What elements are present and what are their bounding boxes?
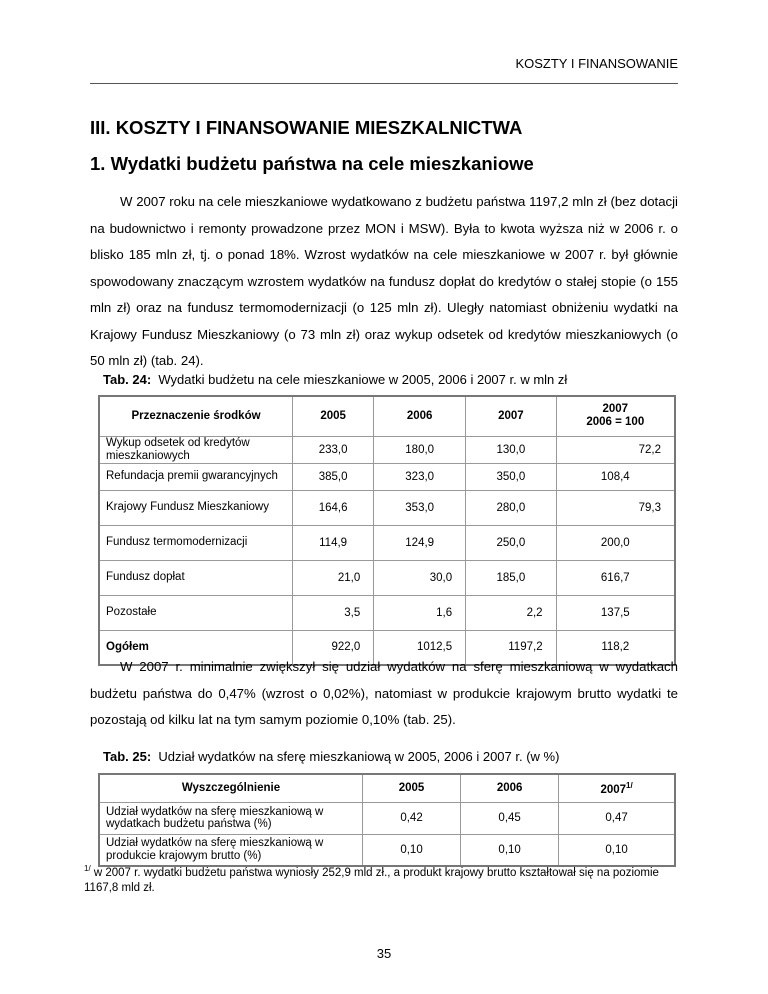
table24-header-2005: 2005 <box>293 396 374 436</box>
cell-2005: 233,0 <box>293 436 374 463</box>
paragraph-2-text: W 2007 r. minimalnie zwiększył się udział wydatków na sferę mieszkaniową w wydatkach budżetu państwa do 0,47% (wzrost o 0,02%), natomiast w produkcie krajowym brutto wydatki te pozostają od kilku lat na tym samym poziomie 0,10% (tab. 25). <box>90 659 678 727</box>
cell-2005: 21,0 <box>293 560 374 595</box>
cell-2007: 0,10 <box>559 834 675 866</box>
cell-2007: 1197,2 <box>466 630 556 665</box>
table24-caption-text: Wydatki budżetu na cele mieszkaniowe w 2005, 2006 i 2007 r. w mln zł <box>158 372 568 387</box>
row-label: Wykup odsetek od kredytów mieszkaniowych <box>99 436 293 463</box>
cell-2006: 1,6 <box>374 595 466 630</box>
table-24 <box>98 395 676 666</box>
cell-2005: 114,9 <box>293 525 374 560</box>
row-label: Refundacja premii gwarancyjnych <box>99 463 293 490</box>
table25-header-footnote-mark: 1/ <box>626 780 633 790</box>
row-label: Udział wydatków na sferę mieszkaniową w wydatkach budżetu państwa (%) <box>99 802 363 834</box>
page-number: 35 <box>376 946 392 961</box>
table25-header-2007-label: 2007 <box>600 783 627 796</box>
cell-ratio: 118,2 <box>556 630 675 665</box>
footnote <box>84 861 684 896</box>
total-label: Ogółem <box>99 630 293 665</box>
cell-ratio: 79,3 <box>556 490 675 525</box>
footnote-text: w 2007 r. wydatki budżetu państwa wyniosły 252,9 mld zł., a produkt krajowy brutto kształtował się na poziomie 1167,8 mld zł. <box>84 866 659 894</box>
cell-2007: 250,0 <box>466 525 556 560</box>
table24-header-purpose: Przeznaczenie środków <box>99 396 293 436</box>
cell-2005: 164,6 <box>293 490 374 525</box>
row-label: Fundusz termomodernizacji <box>99 525 293 560</box>
table-row <box>99 463 675 490</box>
table24-header-ratio-line2: 2006 = 100 <box>586 416 645 429</box>
chapter-title: III. KOSZTY I FINANSOWANIE MIESZKALNICTWA <box>90 117 523 138</box>
cell-2005: 3,5 <box>293 595 374 630</box>
cell-ratio: 137,5 <box>556 595 675 630</box>
table24-caption-label: Tab. 24: <box>103 372 152 387</box>
table-row <box>99 436 675 463</box>
table24-header-ratio <box>556 396 675 436</box>
cell-2007: 0,47 <box>559 802 675 834</box>
table25-caption-text: Udział wydatków na sferę mieszkaniową w 2005, 2006 i 2007 r. (w %) <box>158 749 560 764</box>
cell-2005: 0,42 <box>363 802 461 834</box>
row-label: Udział wydatków na sferę mieszkaniową w produkcie krajowym brutto (%) <box>99 834 363 866</box>
table24-header-ratio-line1: 2007 <box>602 403 629 416</box>
cell-2005: 922,0 <box>293 630 374 665</box>
cell-2006: 0,10 <box>461 834 559 866</box>
cell-2007: 130,0 <box>466 436 556 463</box>
table-row <box>99 525 675 560</box>
row-label: Krajowy Fundusz Mieszkaniowy <box>99 490 293 525</box>
table-row <box>99 490 675 525</box>
table-row <box>99 595 675 630</box>
cell-ratio: 200,0 <box>556 525 675 560</box>
footnote-mark: 1/ <box>84 864 91 873</box>
table25-header-row <box>99 774 675 802</box>
paragraph-1-text: W 2007 roku na cele mieszkaniowe wydatkowano z budżetu państwa 1197,2 mln zł (bez dotacji na budownictwo i remonty prowadzone przez MON i MSW). Była to kwota wyższa niż w 2006 r. o blisko 185 mln zł, tj. o ponad 18%. Wzrost wydatków na cele mieszkaniowe w 2007 r. był głównie spowodowany znaczącym wzrostem wydatków na fundusz dopłat do kredytów o stałej stopie (o 155 mln zł) oraz na fundusz termomodernizacji (o 125 mln zł). Uległy natomiast obniżeniu wydatki na Krajowy Fundusz Mieszkaniowy (o 73 mln zł) oraz wykup odsetek od kredytów mieszkaniowych (o 50 mln zł) (tab. 24). <box>90 194 678 368</box>
cell-ratio: 72,2 <box>556 436 675 463</box>
cell-2007: 280,0 <box>466 490 556 525</box>
cell-ratio: 108,4 <box>556 463 675 490</box>
cell-2006: 353,0 <box>374 490 466 525</box>
table25-header-2007 <box>559 774 675 802</box>
table25-header-2006: 2006 <box>461 774 559 802</box>
paragraph-1 <box>90 189 678 375</box>
table25-header-item: Wyszczególnienie <box>99 774 363 802</box>
cell-2006: 0,45 <box>461 802 559 834</box>
table-row <box>99 560 675 595</box>
running-header: KOSZTY I FINANSOWANIE <box>515 56 678 71</box>
cell-2006: 124,9 <box>374 525 466 560</box>
paragraph-2 <box>90 654 678 734</box>
cell-2007: 2,2 <box>466 595 556 630</box>
row-label: Fundusz dopłat <box>99 560 293 595</box>
table24-header-2007: 2007 <box>466 396 556 436</box>
table-row <box>99 802 675 834</box>
cell-2005: 385,0 <box>293 463 374 490</box>
table24-header-row <box>99 396 675 436</box>
header-divider <box>90 83 678 84</box>
cell-2007: 185,0 <box>466 560 556 595</box>
cell-2007: 350,0 <box>466 463 556 490</box>
cell-2006: 323,0 <box>374 463 466 490</box>
cell-2006: 1012,5 <box>374 630 466 665</box>
table25-header-2005: 2005 <box>363 774 461 802</box>
table25-caption-label: Tab. 25: <box>103 749 152 764</box>
table25-caption <box>103 749 559 764</box>
cell-ratio: 616,7 <box>556 560 675 595</box>
cell-2006: 180,0 <box>374 436 466 463</box>
cell-2005: 0,10 <box>363 834 461 866</box>
row-label: Pozostałe <box>99 595 293 630</box>
cell-2006: 30,0 <box>374 560 466 595</box>
table-25 <box>98 773 676 867</box>
table24-header-2006: 2006 <box>374 396 466 436</box>
section-title: 1. Wydatki budżetu państwa na cele mieszkaniowe <box>90 153 534 174</box>
table24-caption <box>103 372 567 387</box>
